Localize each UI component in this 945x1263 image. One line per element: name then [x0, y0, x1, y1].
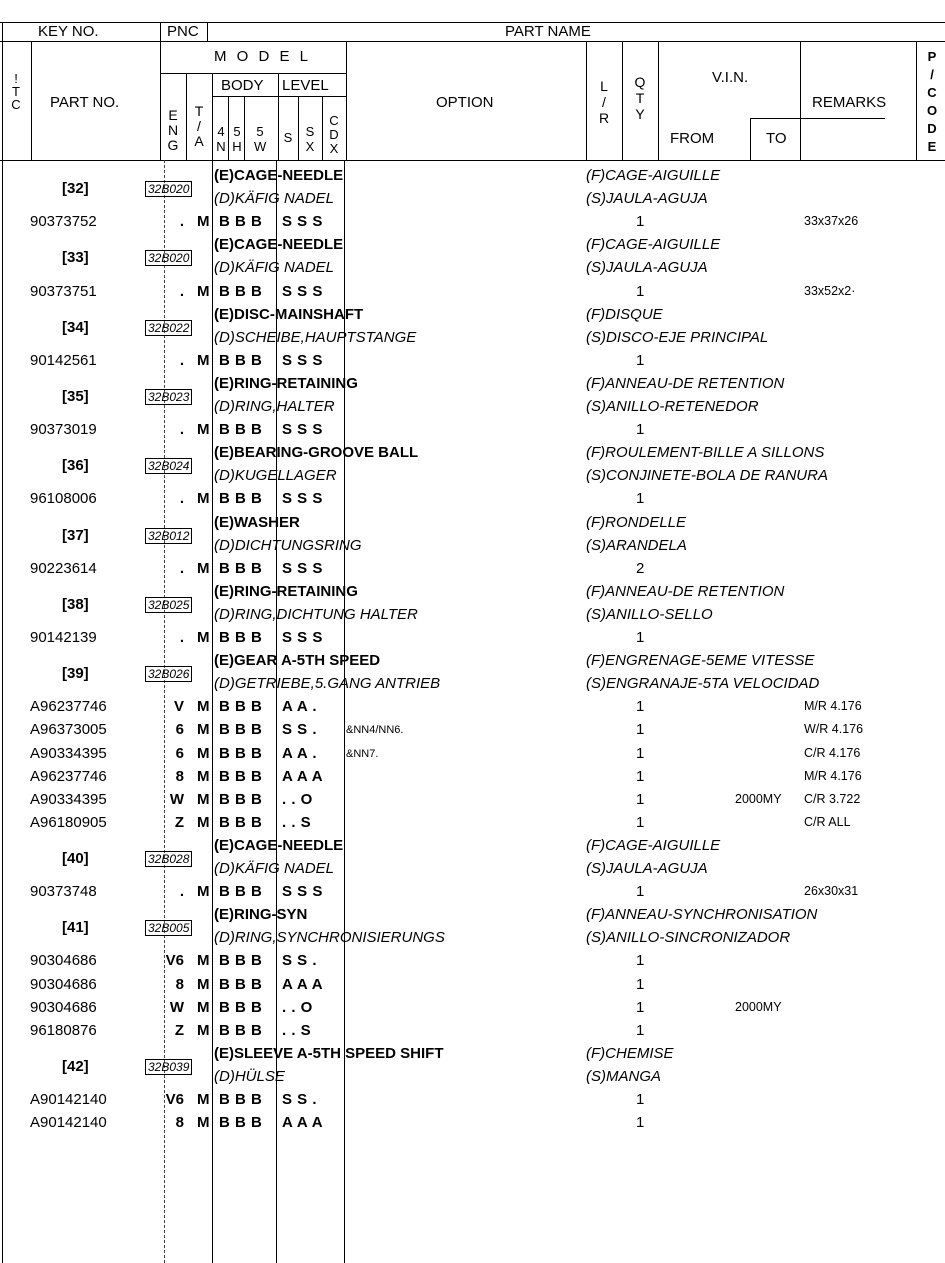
- eng-code: 8: [175, 767, 184, 785]
- part-number: A96373005: [30, 721, 107, 739]
- part-number: 90373751: [30, 282, 97, 300]
- ta-code: M: [197, 813, 210, 831]
- level-flags: . . O: [282, 790, 313, 808]
- ta-code: M: [197, 1021, 210, 1039]
- eng-code: Z: [174, 813, 184, 831]
- part-name-spanish: (S)ANILLO-SINCRONIZADOR: [586, 929, 791, 947]
- body-flags: B B B: [219, 1021, 263, 1039]
- remarks: M/R 4.176: [804, 768, 862, 783]
- part-number: 96108006: [30, 490, 97, 508]
- pnc-code-box: 32B028: [145, 851, 192, 867]
- part-number: A96237746: [30, 698, 107, 716]
- body-flags: B B B: [219, 421, 263, 439]
- vin-header: V.I.N.: [712, 69, 749, 86]
- pnc-code-box: 32B005: [145, 920, 192, 936]
- part-no-header: PART NO.: [50, 94, 120, 111]
- part-number: A90334395: [30, 744, 107, 762]
- pnc-code-box: 32B026: [145, 666, 192, 682]
- part-name-spanish: (S)JAULA-AGUJA: [586, 190, 708, 208]
- remarks: 33x52x2·: [804, 283, 856, 298]
- part-number: 96180876: [30, 1021, 97, 1039]
- ta-code: M: [197, 490, 210, 508]
- body-flags: B B B: [219, 629, 263, 646]
- level-col-cdx: C D X: [329, 113, 339, 156]
- header-top-rule: [0, 22, 945, 23]
- quantity: 1: [636, 698, 645, 716]
- eng-code: .: [179, 282, 184, 300]
- quantity: 1: [636, 213, 645, 231]
- part-name-french: (F)CHEMISE: [586, 1044, 674, 1062]
- level-flags: . . O: [282, 998, 313, 1016]
- part-name-spanish: (S)ARANDELA: [586, 536, 687, 554]
- part-name-spanish: (S)MANGA: [586, 1067, 661, 1085]
- part-name-spanish: (S)CONJINETE-BOLA DE RANURA: [586, 467, 828, 485]
- key-number: [36]: [62, 457, 89, 475]
- body-flags: B B B: [219, 952, 263, 970]
- body-header: BODY: [221, 77, 264, 94]
- part-number: 90223614: [30, 559, 97, 577]
- eng-code: 6: [175, 721, 184, 739]
- vin-from: 2000MY: [735, 999, 782, 1014]
- vin-from: 2000MY: [735, 791, 782, 806]
- part-name-german: (D)KÄFIG NADEL: [214, 259, 335, 277]
- body-flags: B B B: [219, 490, 263, 508]
- ta-code: M: [197, 975, 210, 993]
- part-name-english: (E)CAGE-NEEDLE: [214, 836, 344, 854]
- header-second-rule: [0, 41, 945, 42]
- part-name-german: (D)GETRIEBE,5.GANG ANTRIEB: [214, 675, 441, 693]
- part-name-spanish: (S)JAULA-AGUJA: [586, 259, 708, 277]
- level-flags: S S S: [282, 883, 323, 901]
- part-name-german: (D)DICHTUNGSRING: [214, 536, 362, 554]
- ta-code: M: [197, 1091, 210, 1108]
- part-name-french: (F)DISQUE: [586, 305, 663, 323]
- body-model-guide: [212, 160, 213, 1263]
- part-name-spanish: (S)DISCO-EJE PRINCIPAL: [586, 328, 769, 346]
- level-flags: S S S: [282, 421, 323, 439]
- ta-code: M: [197, 629, 210, 646]
- eng-code: .: [179, 559, 184, 577]
- quantity: 1: [636, 790, 645, 808]
- qty-right-rule: [658, 41, 659, 161]
- level-flags: S S .: [282, 952, 318, 970]
- eng-code: .: [179, 490, 184, 508]
- part-name-french: (F)ANNEAU-DE RETENTION: [586, 582, 785, 600]
- pnc-code-box: 32B023: [145, 389, 192, 405]
- part-number: 90304686: [30, 998, 97, 1016]
- ta-code: M: [197, 767, 210, 785]
- part-number: 90142139: [30, 629, 97, 646]
- body-level-rule: [212, 96, 346, 97]
- level-col-s: S: [283, 130, 293, 145]
- ta-header: T / A: [194, 103, 204, 149]
- eng-code: .: [179, 213, 184, 231]
- quantity: 1: [636, 952, 645, 970]
- level-header: LEVEL: [282, 77, 329, 94]
- eng-code: V: [173, 698, 184, 716]
- body-col-5w: 5 W: [254, 124, 267, 154]
- remarks: W/R 4.176: [804, 722, 864, 737]
- level-flags: S S S: [282, 213, 323, 231]
- remarks: 26x30x31: [804, 884, 859, 899]
- key-number: [33]: [62, 249, 89, 267]
- part-name-english: (E)CAGE-NEEDLE: [214, 236, 344, 254]
- eng-code: W: [169, 998, 184, 1016]
- ta-code: M: [197, 421, 210, 439]
- level-flags: . . S: [282, 813, 312, 831]
- eng-code: 8: [175, 1114, 184, 1132]
- level-flags: S S S: [282, 629, 323, 646]
- key-number: [35]: [62, 387, 89, 405]
- key-number: [32]: [62, 180, 89, 197]
- part-name-english: (E)DISC-MAINSHAFT: [214, 305, 364, 323]
- part-number: A96237746: [30, 767, 107, 785]
- body-col-5h: 5 H: [232, 124, 242, 154]
- part-name-english: (E)RING-SYN: [214, 906, 308, 924]
- part-name-english: (E)SLEEVE A-5TH SPEED SHIFT: [214, 1044, 444, 1062]
- vin-from-header: FROM: [670, 130, 715, 147]
- level-flags: A A .: [282, 698, 317, 716]
- part-number: 90304686: [30, 952, 97, 970]
- ta-body-rule: [212, 73, 213, 161]
- level-flags: S S .: [282, 721, 318, 739]
- pnc-code-box: 32B025: [145, 597, 192, 613]
- option-code: &NN4/NN6.: [346, 724, 404, 737]
- ta-code: M: [197, 698, 210, 716]
- eng-code: 8: [175, 975, 184, 993]
- body-flags: B B B: [219, 744, 263, 762]
- part-name-header: PART NAME: [505, 23, 591, 40]
- ta-code: M: [197, 1114, 210, 1132]
- key-number: [38]: [62, 595, 89, 613]
- part-name-english: (E)CAGE-NEEDLE: [214, 167, 344, 184]
- part-name-english: (E)GEAR A-5TH SPEED: [214, 652, 381, 670]
- quantity: 1: [636, 998, 645, 1016]
- pnc-code-box: 32B012: [145, 528, 192, 544]
- quantity: 2: [636, 559, 645, 577]
- quantity: 1: [636, 421, 645, 439]
- body-col-rule-2: [244, 96, 245, 161]
- ta-code: M: [197, 952, 210, 970]
- part-name-french: (F)ROULEMENT-BILLE A SILLONS: [586, 444, 825, 462]
- part-number: 90142561: [30, 351, 97, 369]
- body-flags: B B B: [219, 790, 263, 808]
- remarks: M/R 4.176: [804, 699, 862, 714]
- eng-code: .: [179, 883, 184, 901]
- eng-code: W: [169, 790, 184, 808]
- quantity: 1: [636, 1091, 645, 1108]
- ta-code: M: [197, 351, 210, 369]
- part-name-german: (D)KUGELLAGER: [214, 467, 337, 485]
- part-number: 90373752: [30, 213, 97, 231]
- left-border: [2, 22, 3, 161]
- body-flags: B B B: [219, 698, 263, 716]
- qty-header: Q T Y: [634, 74, 646, 122]
- part-name-german: (D)HÜLSE: [214, 1067, 285, 1085]
- part-number: 90304686: [30, 975, 97, 993]
- level-flags: S S S: [282, 351, 323, 369]
- body-flags: B B B: [219, 813, 263, 831]
- part-name-german: (D)RING,HALTER: [214, 398, 335, 415]
- quantity: 1: [636, 767, 645, 785]
- level-flags: A A .: [282, 744, 317, 762]
- part-name-german: (D)SCHEIBE,HAUPTSTANGE: [214, 328, 417, 346]
- quantity: 1: [636, 975, 645, 993]
- pnc-code-box: 32B039: [145, 1059, 192, 1075]
- option-code: &NN7.: [346, 747, 379, 760]
- ta-code: M: [197, 744, 210, 762]
- part-name-german: (D)KÄFIG NADEL: [214, 860, 335, 877]
- part-number: A96180905: [30, 813, 107, 831]
- quantity: 1: [636, 629, 645, 646]
- body-flags: B B B: [219, 721, 263, 739]
- body-col-rule-1: [228, 96, 229, 161]
- quantity: 1: [636, 282, 645, 300]
- part-number: 90373748: [30, 883, 97, 901]
- eng-code: .: [179, 629, 184, 646]
- key-no-header: KEY NO.: [38, 23, 99, 40]
- itc-header: ! T C: [11, 71, 21, 112]
- from-to-rule: [750, 118, 751, 161]
- ta-code: M: [197, 998, 210, 1016]
- quantity: 1: [636, 744, 645, 762]
- level-flags: S S S: [282, 490, 323, 508]
- part-name-spanish: (S)ANILLO-RETENEDOR: [586, 398, 759, 415]
- quantity: 1: [636, 883, 645, 901]
- key-number: [42]: [62, 1057, 89, 1075]
- quantity: 1: [636, 490, 645, 508]
- body-option-guide: [344, 160, 345, 1263]
- part-name-german: (D)RING,SYNCHRONISIERUNGS: [214, 929, 445, 947]
- option-right-rule: [586, 41, 587, 161]
- body-flags: B B B: [219, 883, 263, 901]
- level-col-sx: S X: [305, 124, 315, 154]
- quantity: 1: [636, 351, 645, 369]
- eng-code: V6: [165, 1091, 184, 1108]
- part-name-french: (F)CAGE-AIGUILLE: [586, 236, 721, 254]
- key-number: [34]: [62, 318, 89, 336]
- eng-ta-rule: [186, 73, 187, 161]
- model-right-rule: [346, 41, 347, 161]
- key-number: [40]: [62, 849, 89, 867]
- body-flags: B B B: [219, 351, 263, 369]
- part-name-french: (F)ANNEAU-SYNCHRONISATION: [586, 906, 818, 924]
- part-name-english: (E)RING-RETAINING: [214, 582, 358, 600]
- part-name-english: (E)BEARING-GROOVE BALL: [214, 444, 419, 462]
- eng-code: Z: [174, 1021, 184, 1039]
- remarks-right-rule: [916, 41, 917, 161]
- remarks-header: REMARKS: [812, 94, 887, 111]
- key-number: [37]: [62, 526, 89, 544]
- model-header: M O D E L: [214, 48, 312, 65]
- part-name-german: (D)RING,DICHTUNG HALTER: [214, 605, 418, 623]
- quantity: 1: [636, 813, 645, 831]
- ta-code: M: [197, 559, 210, 577]
- remarks: C/R 4.176: [804, 745, 861, 760]
- part-number: A90142140: [30, 1114, 107, 1132]
- level-flags: A A A: [282, 1114, 324, 1132]
- eng-code: .: [179, 351, 184, 369]
- key-number: [41]: [62, 919, 89, 937]
- vin-to-header: TO: [766, 130, 787, 147]
- pnc-header: PNC: [167, 23, 199, 40]
- ta-code: M: [197, 721, 210, 739]
- body-flags: B B B: [219, 282, 263, 300]
- pnc-right-rule: [207, 22, 208, 41]
- vin-right-rule: [800, 41, 801, 161]
- vin-sub-rule: [750, 118, 885, 119]
- part-name-spanish: (S)JAULA-AGUJA: [586, 860, 708, 877]
- itc-col-rule: [31, 41, 32, 161]
- model-subheader-rule: [160, 73, 346, 74]
- part-number: A90334395: [30, 790, 107, 808]
- pnc-code-box: 32B020: [145, 250, 192, 266]
- part-name-spanish: (S)ENGRANAJE-5TA VELOCIDAD: [586, 675, 820, 693]
- quantity: 1: [636, 1021, 645, 1039]
- level-flags: . . S: [282, 1021, 312, 1039]
- level-flags: S S S: [282, 559, 323, 577]
- key-number: [39]: [62, 665, 89, 683]
- body-flags: B B B: [219, 1114, 263, 1132]
- part-name-french: (F)CAGE-AIGUILLE: [586, 836, 721, 854]
- eng-code: .: [179, 421, 184, 439]
- eng-code: 6: [175, 744, 184, 762]
- quantity: 1: [636, 721, 645, 739]
- remarks: 33x37x26: [804, 214, 859, 229]
- body-flags: B B B: [219, 767, 263, 785]
- level-flags: A A A: [282, 767, 324, 785]
- quantity: 1: [636, 1114, 645, 1132]
- level-flags: S S .: [282, 1091, 318, 1108]
- body-flags: B B B: [219, 559, 263, 577]
- level-col-rule-2: [322, 96, 323, 161]
- eng-code: V6: [165, 952, 184, 970]
- remarks: C/R ALL: [804, 814, 851, 829]
- part-name-french: (F)RONDELLE: [586, 513, 687, 531]
- body-flags: B B B: [219, 975, 263, 993]
- eng-header: E N G: [167, 107, 179, 153]
- option-header: OPTION: [436, 94, 494, 111]
- ta-code: M: [197, 282, 210, 300]
- lr-right-rule: [622, 41, 623, 161]
- lr-header: L / R: [598, 78, 610, 126]
- pnc-left-rule: [160, 22, 161, 161]
- pnc-code-box: 32B022: [145, 320, 192, 336]
- pnc-code-box: 32B024: [145, 458, 192, 474]
- body-flags: B B B: [219, 213, 263, 231]
- body-flags: B B B: [219, 1091, 263, 1108]
- pcode-header: P / C O D E: [926, 49, 938, 154]
- pnc-code-box: 32B020: [145, 181, 192, 197]
- body-flags: B B B: [219, 998, 263, 1016]
- part-name-french: (F)CAGE-AIGUILLE: [586, 167, 721, 184]
- part-name-french: (F)ANNEAU-DE RETENTION: [586, 374, 785, 392]
- part-name-spanish: (S)ANILLO-SELLO: [586, 605, 713, 623]
- ta-code: M: [197, 790, 210, 808]
- body-level-guide: [276, 160, 277, 1263]
- level-flags: S S S: [282, 282, 323, 300]
- level-flags: A A A: [282, 975, 324, 993]
- part-name-german: (D)KÄFIG NADEL: [214, 190, 335, 208]
- body-level-divider: [278, 73, 279, 161]
- part-name-english: (E)WASHER: [214, 513, 300, 531]
- remarks: C/R 3.722: [804, 791, 861, 806]
- body-col-4n: 4 N: [216, 124, 226, 154]
- part-name-english: (E)RING-RETAINING: [214, 374, 358, 392]
- part-number: A90142140: [30, 1091, 107, 1108]
- header-bottom-rule: [0, 160, 945, 161]
- part-name-french: (F)ENGRENAGE-5EME VITESSE: [586, 652, 815, 670]
- body-left-border: [2, 160, 3, 1263]
- level-col-rule-1: [298, 96, 299, 161]
- part-number: 90373019: [30, 421, 97, 439]
- ta-code: M: [197, 883, 210, 901]
- ta-code: M: [197, 213, 210, 231]
